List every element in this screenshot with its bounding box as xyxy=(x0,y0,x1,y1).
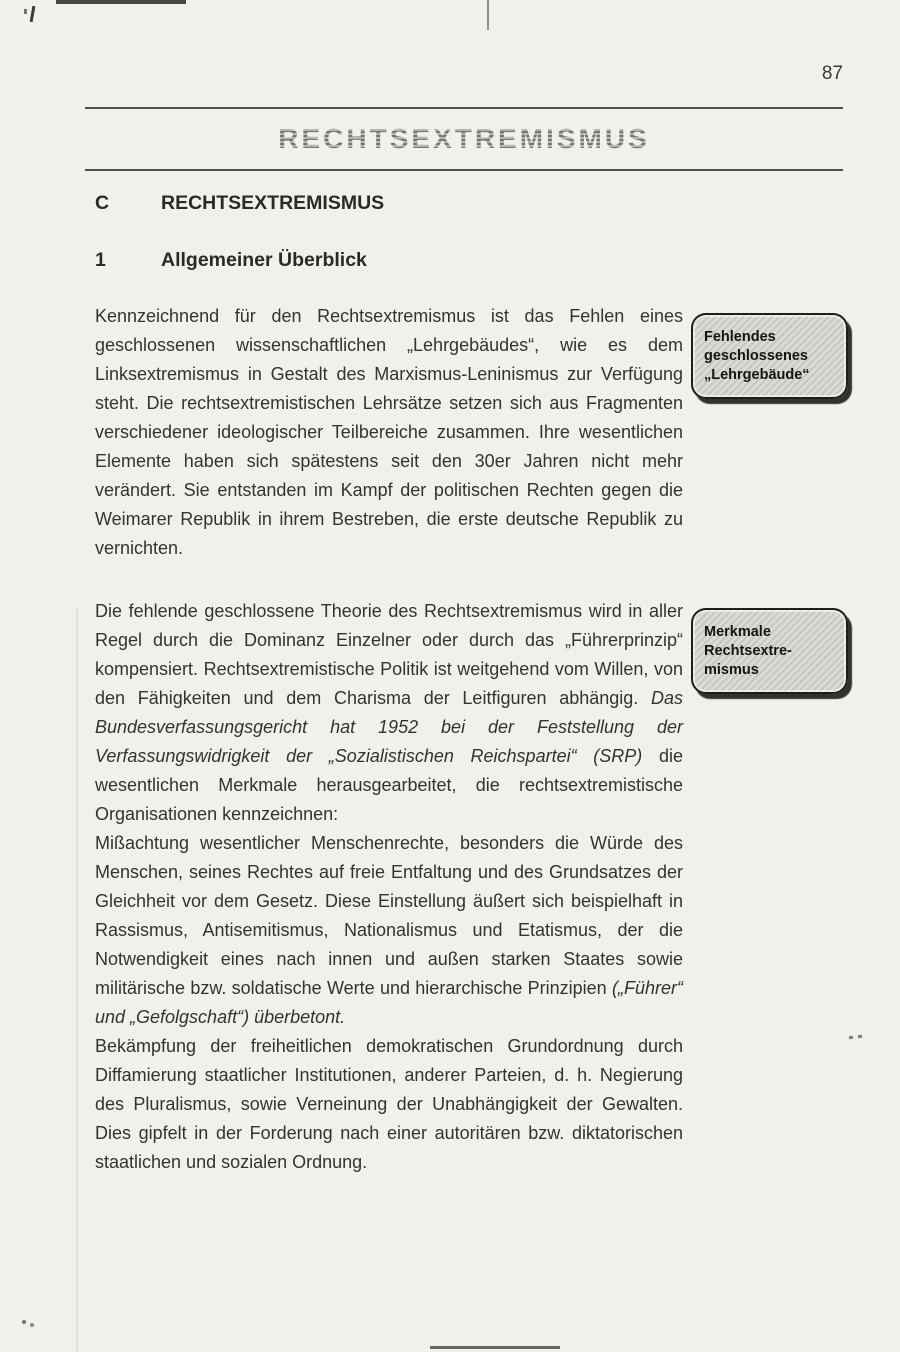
text-segment: Kennzeichnend für den Rechtsextremismus ist das Fehlen eines geschlossenen wissenschaftlichen „Lehrgebäudes“, wie es dem Linksextremismus in Gestalt des Marxismus-Leninismus zur Verfügung steht. Die rechtsextremistischen Lehrsätze setzen sich aus Fragmenten verschiedener ideologischer Teilbereiche zusammen. Ihre wesentlichen Elemente haben sich spätestens seit den 30er Jahren nicht mehr verändert. Sie entstanden im Kampf der politischen Rechten gegen die Weimarer Republik in ihrem Bestreben, die erste deutsche Republik zu vernichten. xyxy=(95,306,683,558)
text-segment: Die fehlende geschlossene Theorie des Rechtsextremismus wird in aller Regel durch die Dominanz Einzelner oder durch das „Führerprinzip“ kompensiert. Rechtsextremistische Politik ist weitgehend vom Willen, von den Fähigkeiten und dem Charisma der Leitfiguren abhängig. xyxy=(95,601,683,708)
text-segment: Mißachtung wesentlicher Menschenrechte, besonders die Würde des Menschen, seines Rechtes auf freie Entfaltung und des Grundsatzes der Gleichheit vor dem Gesetz. Diese Einstellung äußert sich beispielhaft in Rassismus, Antisemitismus, Nationalismus und Etatismus, der die Notwendigkeit eines nach innen und außen starken Staates sowie militärische bzw. soldatische Werte und hierarchische Prinzipien xyxy=(95,833,683,998)
header-rule-bottom xyxy=(85,169,843,171)
scan-artifact xyxy=(30,1323,34,1327)
scan-artifact xyxy=(24,9,27,14)
scan-artifact xyxy=(858,1035,863,1039)
scan-artifact xyxy=(56,0,186,4)
margin-note-merkmale-rechtsextremismus xyxy=(691,608,848,694)
chapter-banner-title: RECHTSEXTREMISMUS xyxy=(85,123,843,155)
scan-artifact xyxy=(30,6,36,22)
scan-artifact xyxy=(22,1320,26,1324)
body-paragraph xyxy=(95,597,683,829)
margin-note-fehlendes-lehrgebaeude xyxy=(691,313,848,399)
italic-text-segment: Das Bundesverfassungsgericht hat 1952 bei der Feststellung der Verfassungswidrigkeit der „Sozialistischen Reichspartei“ (SRP) xyxy=(95,688,683,766)
scan-artifact xyxy=(849,1036,854,1040)
subsection-heading xyxy=(95,249,367,272)
subsection-label: 1 xyxy=(95,249,106,271)
margin-note-line: Fehlendes xyxy=(704,329,776,345)
margin-note-line: „Lehrgebäude“ xyxy=(704,367,810,383)
scan-artifact xyxy=(430,1346,560,1349)
text-segment: die wesentlichen Merkmale herausgearbeitet, die rechtsextremistische Organisationen kennzeichnen: xyxy=(95,746,683,824)
scan-artifact xyxy=(76,608,78,1352)
italic-text-segment: („Führer“ und „Gefolgschaft“) überbetont. xyxy=(95,978,683,1027)
margin-note-line: Merkmale xyxy=(704,624,771,640)
section-title: RECHTSEXTREMISMUS xyxy=(161,192,385,214)
margin-note-line: Rechtsextre- xyxy=(704,643,792,659)
body-paragraph xyxy=(95,302,683,563)
section-heading xyxy=(95,192,384,215)
margin-note-line: geschlossenes xyxy=(704,348,808,364)
page-number: 87 xyxy=(821,63,843,84)
subsection-title: Allgemeiner Überblick xyxy=(161,249,367,271)
content-block-1 xyxy=(95,302,683,563)
scan-artifact xyxy=(487,0,489,30)
content-block-2 xyxy=(95,597,683,1177)
text-segment: Bekämpfung der freiheitlichen demokratischen Grundordnung durch Diffamierung staatlicher Institutionen, anderer Parteien, d. h. Negierung des Pluralismus, sowie Verneinung der Unabhängigkeit der Gewalten. Dies gipfelt in der Forderung nach einer autoritären bzw. diktatorischen staatlichen und sozialen Ordnung. xyxy=(95,1036,683,1172)
body-paragraph xyxy=(95,1032,683,1177)
margin-note-line: mismus xyxy=(704,662,759,678)
header-rule-top xyxy=(85,107,843,109)
section-label: C xyxy=(95,192,110,214)
body-paragraph xyxy=(95,829,683,1032)
